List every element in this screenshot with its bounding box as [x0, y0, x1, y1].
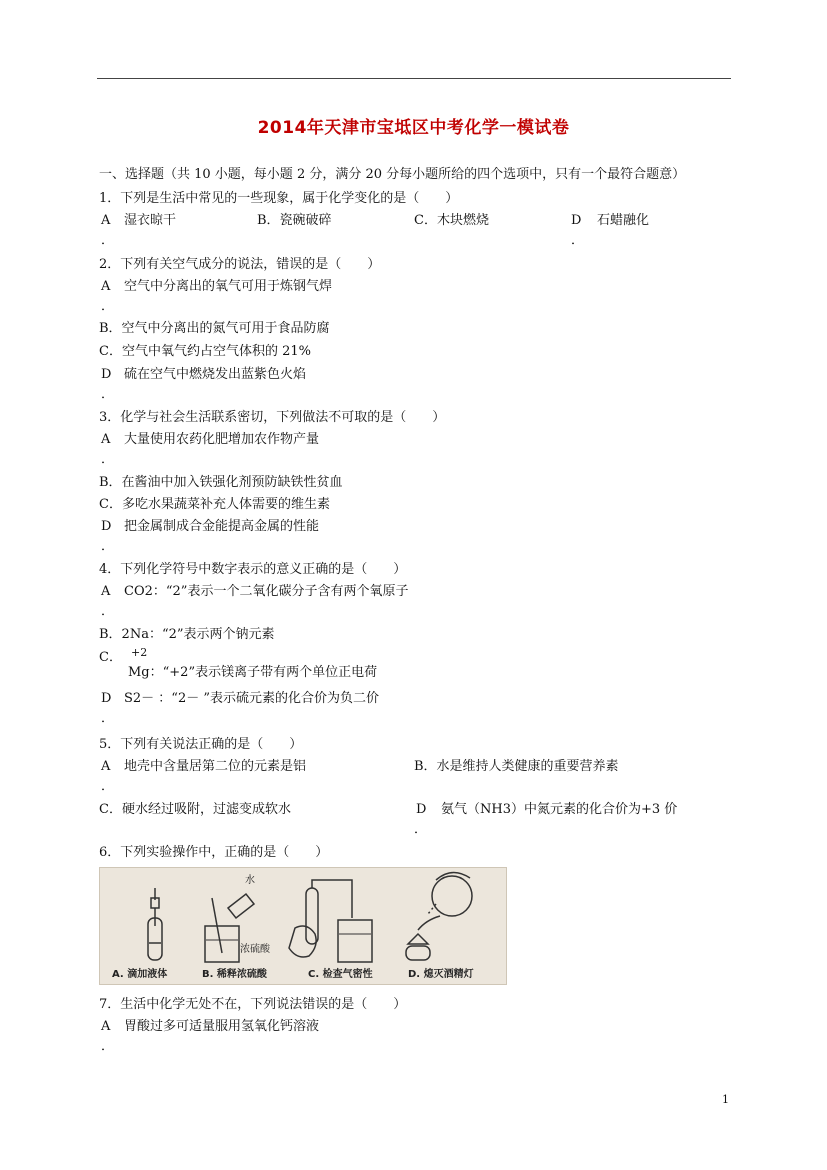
q6-stem: 6．下列实验操作中，正确的是（ ） [99, 845, 329, 860]
q2-option-d-letter: D [101, 367, 112, 382]
q5-option-c: C．硬水经过吸附，过滤变成软水 [99, 802, 291, 817]
q3-option-a: 大量使用农药化肥增加农作物产量 [124, 432, 320, 447]
caption-b: B. 稀释浓硫酸 [202, 969, 267, 980]
q5-stem: 5．下列有关说法正确的是（ ） [99, 737, 303, 752]
q4-option-c-charge: +2 [131, 646, 148, 659]
q1-option-d-letter: D [571, 213, 582, 228]
q5-a-dot: ． [101, 779, 115, 794]
q4-option-a-letter: A [101, 584, 111, 599]
q1-option-b: B．瓷碗破碎 [257, 213, 332, 228]
q7-option-a: 胃酸过多可适量服用氢氧化钙溶液 [124, 1019, 320, 1034]
q3-option-b: B．在酱油中加入铁强化剂预防缺铁性贫血 [99, 475, 343, 490]
q4-option-b: B．2Na：“2”表示两个钠元素 [99, 627, 275, 642]
q7-stem: 7．生活中化学无处不在，下列说法错误的是（ ） [99, 997, 407, 1012]
q1-option-a: 湿衣晾干 [124, 213, 177, 228]
q2-option-b: B．空气中分离出的氮气可用于食品防腐 [99, 321, 330, 336]
q2-option-c: C．空气中氧气约占空气体积的 21% [99, 344, 311, 359]
q3-option-d: 把金属制成合金能提高金属的性能 [124, 519, 320, 534]
lab-operations-figure [99, 867, 507, 985]
q7-a-dot: ． [101, 1039, 115, 1054]
q5-option-b: B．水是维持人类健康的重要营养素 [414, 759, 619, 774]
q5-option-a: 地壳中含量居第二位的元素是铝 [124, 759, 307, 774]
header-rule [97, 78, 731, 79]
label-conc-sulfuric-acid: 浓硫酸 [240, 944, 270, 955]
q5-option-a-letter: A [101, 759, 111, 774]
page-number: 1 [722, 1093, 729, 1106]
q7-option-a-letter: A [101, 1019, 111, 1034]
q2-option-a-letter: A [101, 279, 111, 294]
q4-option-a: CO2：“2”表示一个二氧化碳分子含有两个氧原子 [124, 584, 409, 599]
q4-option-d-letter: D [101, 691, 112, 706]
q5-option-d-letter: D [416, 802, 427, 817]
caption-c: C. 检查气密性 [308, 969, 373, 980]
q1-stem: 1．下列是生活中常见的一些现象，属于化学变化的是（ ） [99, 191, 459, 206]
q4-a-dot: ． [101, 604, 115, 619]
page-title: 2014年天津市宝坻区中考化学一模试卷 [257, 118, 570, 138]
q1-d-dot: ． [571, 233, 585, 248]
q1-option-c: C．木块燃烧 [414, 213, 489, 228]
q3-option-d-letter: D [101, 519, 112, 534]
q2-option-a: 空气中分离出的氧气可用于炼钢气焊 [124, 279, 333, 294]
q3-d-dot: ． [101, 539, 115, 554]
q1-option-d: 石蜡融化 [597, 213, 650, 228]
q2-d-dot: ． [101, 387, 115, 402]
q4-d-dot: ． [101, 711, 115, 726]
label-water: 水 [245, 875, 255, 886]
q4-option-c-letter: C． [99, 650, 122, 665]
q4-option-c: Mg：“+2”表示镁离子带有两个单位正电荷 [128, 665, 378, 680]
q4-option-d: S2－ ：“2－ ”表示硫元素的化合价为负二价 [124, 691, 380, 706]
q3-stem: 3．化学与社会生活联系密切，下列做法不可取的是（ ） [99, 410, 446, 425]
caption-a: A. 滴加液体 [112, 969, 168, 980]
caption-d: D. 熄灭酒精灯 [408, 969, 474, 980]
q3-option-a-letter: A [101, 432, 111, 447]
q1-a-dot: ． [101, 233, 115, 248]
q4-stem: 4．下列化学符号中数字表示的意义正确的是（ ） [99, 562, 407, 577]
section-heading: 一、选择题（共 10 小题，每小题 2 分，满分 20 分每小题所给的四个选项中，只有一个最符合题意） [99, 167, 686, 182]
q3-option-c: C．多吃水果蔬菜补充人体需要的维生素 [99, 497, 330, 512]
q2-option-d: 硫在空气中燃烧发出蓝紫色火焰 [124, 367, 307, 382]
q2-a-dot: ． [101, 299, 115, 314]
q2-stem: 2．下列有关空气成分的说法，错误的是（ ） [99, 257, 381, 272]
q3-a-dot: ． [101, 452, 115, 467]
q5-d-dot: ． [414, 822, 428, 837]
q5-option-d: 氨气（NH3）中氮元素的化合价为+3 价 [441, 802, 678, 817]
q1-option-a-letter: A [101, 213, 111, 228]
